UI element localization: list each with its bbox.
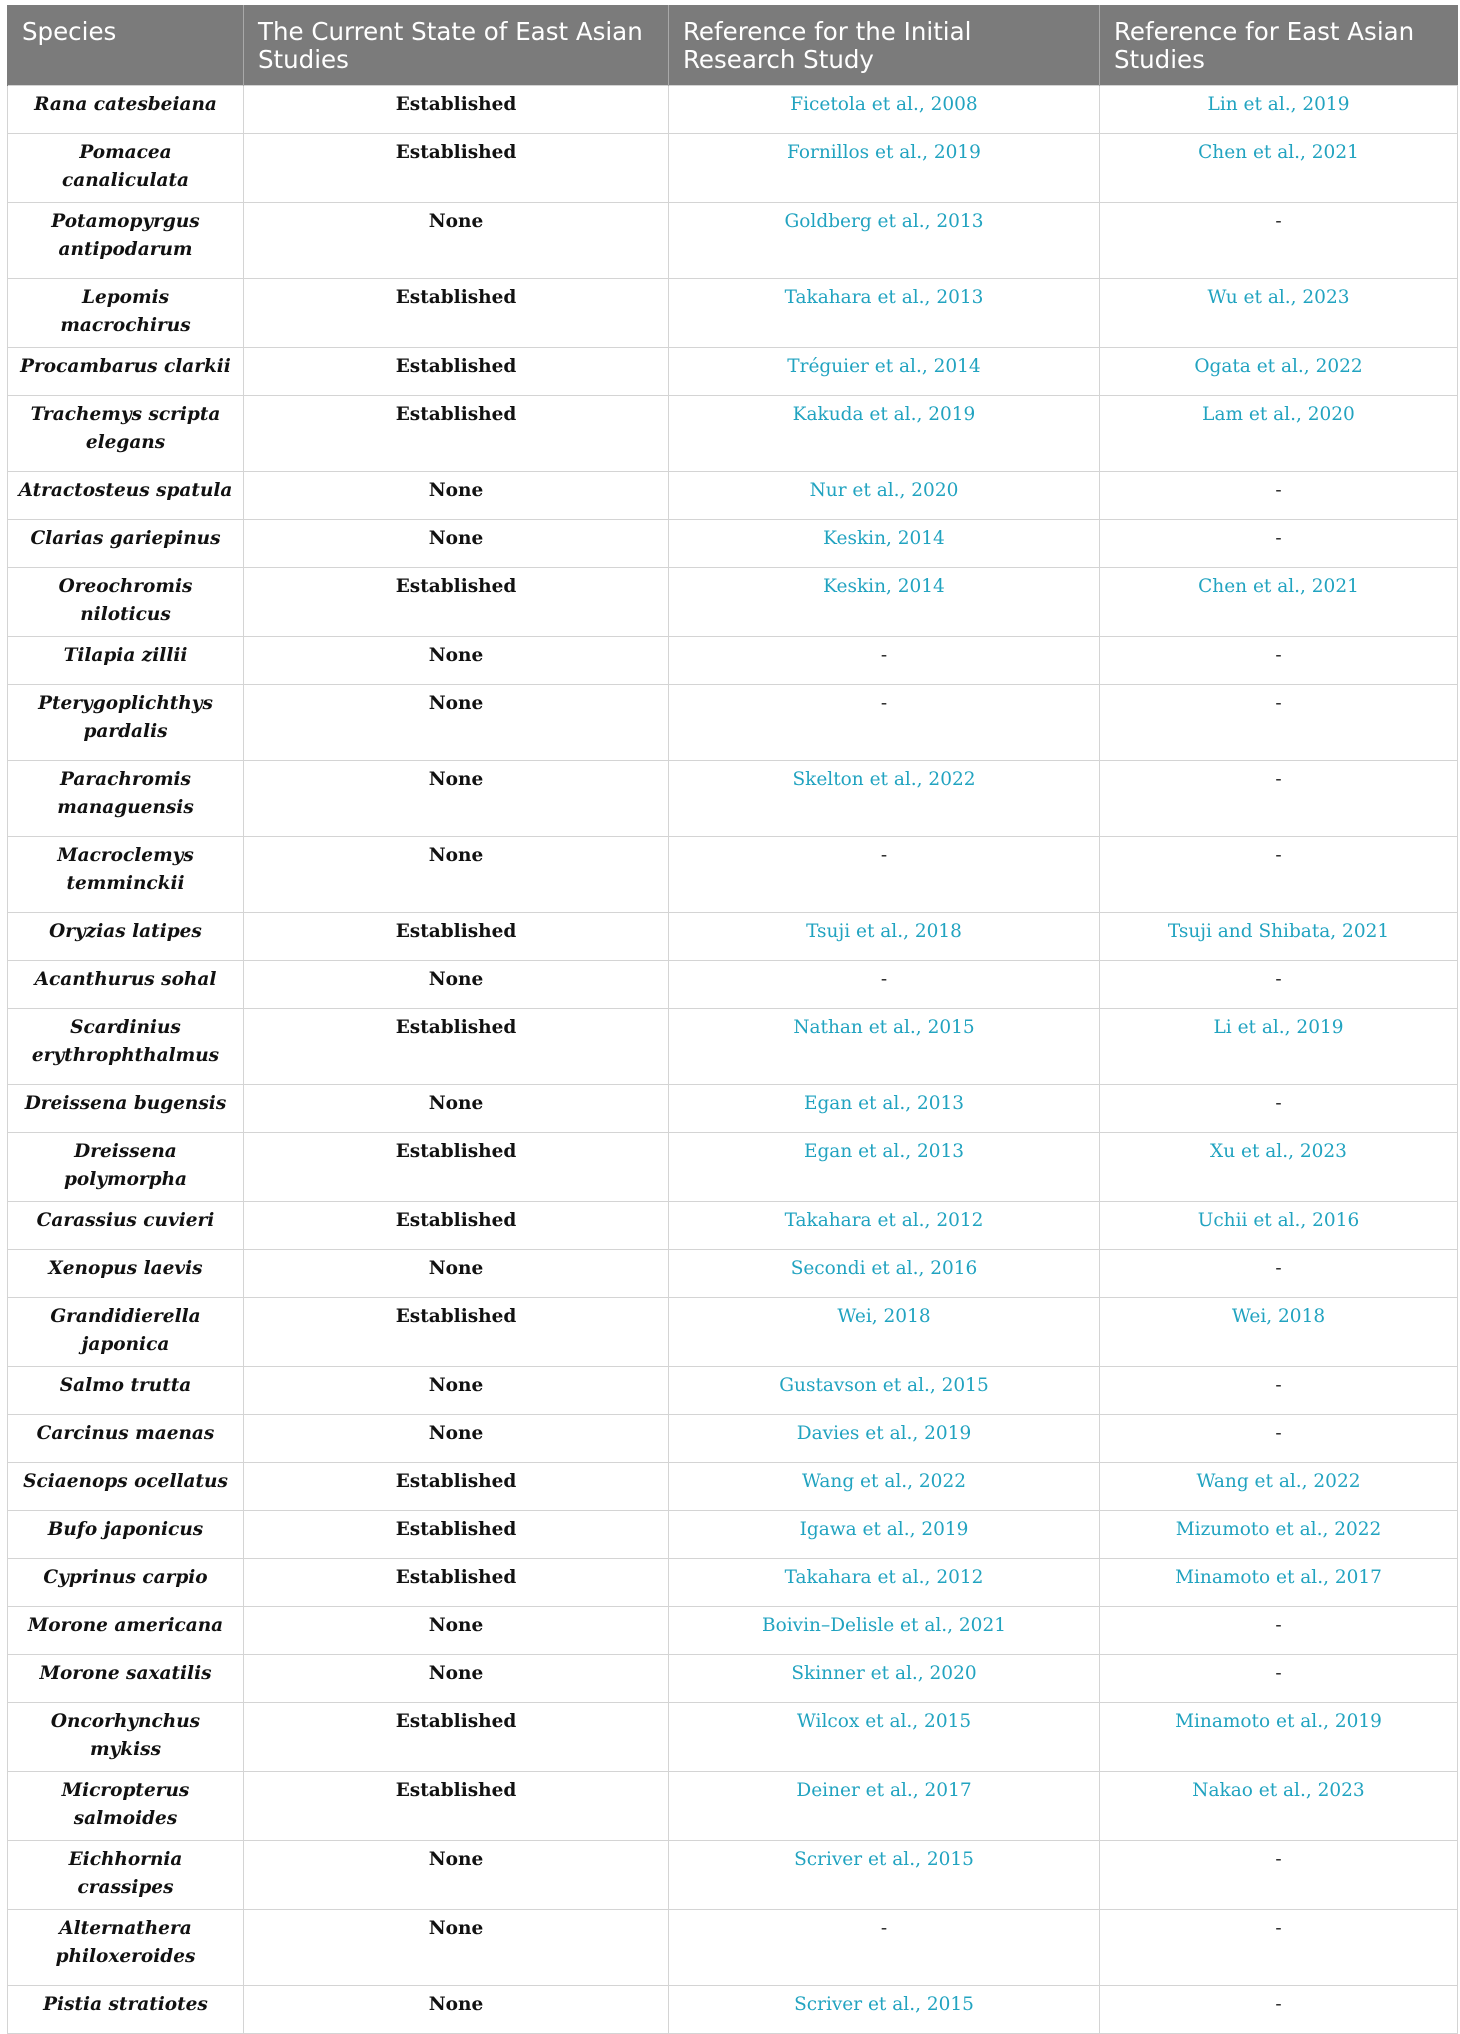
state-cell: None	[244, 472, 669, 520]
state-cell: Established	[244, 1703, 669, 1772]
table-row	[8, 837, 1458, 913]
table-row	[8, 1841, 1458, 1910]
east-asian-reference-cell[interactable]: Wang et al., 2022	[1100, 1463, 1458, 1511]
east-asian-reference-cell[interactable]: Ogata et al., 2022	[1100, 348, 1458, 396]
species-cell: Oncorhynchus mykiss	[8, 1703, 244, 1772]
header-east-asian-reference: Reference for East Asian Studies	[1100, 5, 1458, 86]
initial-reference-cell[interactable]: Tsuji et al., 2018	[669, 913, 1100, 961]
state-cell: None	[244, 1841, 669, 1910]
species-cell: Grandidierella japonica	[8, 1298, 244, 1367]
table-row	[8, 637, 1458, 685]
species-cell: Potamopyrgus antipodarum	[8, 203, 244, 279]
table-row	[8, 568, 1458, 637]
initial-reference-cell: -	[669, 1910, 1100, 1986]
initial-reference-cell[interactable]: Deiner et al., 2017	[669, 1772, 1100, 1841]
table-row	[8, 348, 1458, 396]
initial-reference-cell[interactable]: Takahara et al., 2013	[669, 279, 1100, 348]
initial-reference-cell[interactable]: Davies et al., 2019	[669, 1415, 1100, 1463]
state-cell: None	[244, 1085, 669, 1133]
state-cell: Established	[244, 134, 669, 203]
species-cell: Alternathera philoxeroides	[8, 1910, 244, 1986]
header-row	[8, 5, 1458, 86]
table-row	[8, 472, 1458, 520]
east-asian-reference-cell: -	[1100, 637, 1458, 685]
initial-reference-cell: -	[669, 685, 1100, 761]
table-row	[8, 1367, 1458, 1415]
initial-reference-cell[interactable]: Igawa et al., 2019	[669, 1511, 1100, 1559]
species-cell: Atractosteus spatula	[8, 472, 244, 520]
state-cell: Established	[244, 1463, 669, 1511]
species-cell: Acanthurus sohal	[8, 961, 244, 1009]
initial-reference-cell[interactable]: Nathan et al., 2015	[669, 1009, 1100, 1085]
east-asian-reference-cell[interactable]: Tsuji and Shibata, 2021	[1100, 913, 1458, 961]
state-cell: Established	[244, 1009, 669, 1085]
table-row	[8, 913, 1458, 961]
state-cell: Established	[244, 568, 669, 637]
table-row	[8, 86, 1458, 134]
initial-reference-cell[interactable]: Ficetola et al., 2008	[669, 86, 1100, 134]
initial-reference-cell[interactable]: Takahara et al., 2012	[669, 1559, 1100, 1607]
state-cell: Established	[244, 1772, 669, 1841]
species-cell: Pterygoplichthys pardalis	[8, 685, 244, 761]
state-cell: Established	[244, 1559, 669, 1607]
east-asian-reference-cell[interactable]: Chen et al., 2021	[1100, 134, 1458, 203]
species-cell: Tilapia zillii	[8, 637, 244, 685]
initial-reference-cell[interactable]: Tréguier et al., 2014	[669, 348, 1100, 396]
table-row	[8, 1133, 1458, 1202]
header-species: Species	[8, 5, 244, 86]
table-row	[8, 520, 1458, 568]
state-cell: None	[244, 685, 669, 761]
east-asian-reference-cell[interactable]: Minamoto et al., 2019	[1100, 1703, 1458, 1772]
east-asian-reference-cell[interactable]: Li et al., 2019	[1100, 1009, 1458, 1085]
east-asian-reference-cell: -	[1100, 1085, 1458, 1133]
east-asian-reference-cell[interactable]: Nakao et al., 2023	[1100, 1772, 1458, 1841]
initial-reference-cell[interactable]: Wilcox et al., 2015	[669, 1703, 1100, 1772]
east-asian-reference-cell[interactable]: Lam et al., 2020	[1100, 396, 1458, 472]
state-cell: None	[244, 961, 669, 1009]
state-cell: Established	[244, 1202, 669, 1250]
initial-reference-cell: -	[669, 637, 1100, 685]
initial-reference-cell[interactable]: Gustavson et al., 2015	[669, 1367, 1100, 1415]
state-cell: None	[244, 1415, 669, 1463]
species-table	[7, 5, 1458, 2034]
table-row	[8, 1703, 1458, 1772]
species-cell: Micropterus salmoides	[8, 1772, 244, 1841]
state-cell: Established	[244, 1511, 669, 1559]
species-cell: Rana catesbeiana	[8, 86, 244, 134]
east-asian-reference-cell[interactable]: Wei, 2018	[1100, 1298, 1458, 1367]
east-asian-reference-cell: -	[1100, 1250, 1458, 1298]
table-row	[8, 396, 1458, 472]
table-row	[8, 1009, 1458, 1085]
east-asian-reference-cell: -	[1100, 1607, 1458, 1655]
east-asian-reference-cell[interactable]: Chen et al., 2021	[1100, 568, 1458, 637]
state-cell: None	[244, 1250, 669, 1298]
table-row	[8, 1463, 1458, 1511]
state-cell: None	[244, 520, 669, 568]
east-asian-reference-cell: -	[1100, 837, 1458, 913]
table-row	[8, 1298, 1458, 1367]
east-asian-reference-cell: -	[1100, 1986, 1458, 2034]
table-row	[8, 1910, 1458, 1986]
species-cell: Sciaenops ocellatus	[8, 1463, 244, 1511]
species-cell: Dreissena bugensis	[8, 1085, 244, 1133]
initial-reference-cell[interactable]: Egan et al., 2013	[669, 1085, 1100, 1133]
table-row	[8, 1085, 1458, 1133]
species-cell: Xenopus laevis	[8, 1250, 244, 1298]
species-cell: Cyprinus carpio	[8, 1559, 244, 1607]
east-asian-reference-cell[interactable]: Xu et al., 2023	[1100, 1133, 1458, 1202]
table-row	[8, 1986, 1458, 2034]
state-cell: None	[244, 637, 669, 685]
table-body	[8, 86, 1458, 2034]
east-asian-reference-cell: -	[1100, 472, 1458, 520]
initial-reference-cell[interactable]: Scriver et al., 2015	[669, 1986, 1100, 2034]
state-cell: None	[244, 761, 669, 837]
table-row	[8, 685, 1458, 761]
table-row	[8, 961, 1458, 1009]
initial-reference-cell[interactable]: Boivin–Delisle et al., 2021	[669, 1607, 1100, 1655]
species-cell: Lepomis macrochirus	[8, 279, 244, 348]
east-asian-reference-cell: -	[1100, 761, 1458, 837]
table-row	[8, 1559, 1458, 1607]
species-cell: Dreissena polymorpha	[8, 1133, 244, 1202]
header-initial-reference: Reference for the Initial Research Study	[669, 5, 1100, 86]
state-cell: Established	[244, 348, 669, 396]
state-cell: Established	[244, 913, 669, 961]
east-asian-reference-cell: -	[1100, 1415, 1458, 1463]
state-cell: None	[244, 1655, 669, 1703]
initial-reference-cell[interactable]: Nur et al., 2020	[669, 472, 1100, 520]
east-asian-reference-cell: -	[1100, 1910, 1458, 1986]
initial-reference-cell[interactable]: Egan et al., 2013	[669, 1133, 1100, 1202]
initial-reference-cell[interactable]: Wei, 2018	[669, 1298, 1100, 1367]
east-asian-reference-cell: -	[1100, 1367, 1458, 1415]
initial-reference-cell[interactable]: Goldberg et al., 2013	[669, 203, 1100, 279]
species-cell: Oryzias latipes	[8, 913, 244, 961]
state-cell: None	[244, 203, 669, 279]
state-cell: Established	[244, 279, 669, 348]
species-cell: Macroclemys temminckii	[8, 837, 244, 913]
species-cell: Scardinius erythrophthalmus	[8, 1009, 244, 1085]
table-row	[8, 1772, 1458, 1841]
species-cell: Pistia stratiotes	[8, 1986, 244, 2034]
table-row	[8, 1250, 1458, 1298]
table-row	[8, 203, 1458, 279]
east-asian-reference-cell[interactable]: Lin et al., 2019	[1100, 86, 1458, 134]
state-cell: Established	[244, 1298, 669, 1367]
initial-reference-cell[interactable]: Keskin, 2014	[669, 520, 1100, 568]
table-row	[8, 279, 1458, 348]
species-cell: Clarias gariepinus	[8, 520, 244, 568]
east-asian-reference-cell: -	[1100, 961, 1458, 1009]
table-row	[8, 1202, 1458, 1250]
initial-reference-cell[interactable]: Takahara et al., 2012	[669, 1202, 1100, 1250]
initial-reference-cell[interactable]: Keskin, 2014	[669, 568, 1100, 637]
east-asian-reference-cell: -	[1100, 520, 1458, 568]
state-cell: Established	[244, 86, 669, 134]
table-row	[8, 1511, 1458, 1559]
species-cell: Morone saxatilis	[8, 1655, 244, 1703]
initial-reference-cell[interactable]: Secondi et al., 2016	[669, 1250, 1100, 1298]
state-cell: Established	[244, 1133, 669, 1202]
east-asian-reference-cell: -	[1100, 203, 1458, 279]
east-asian-reference-cell[interactable]: Wu et al., 2023	[1100, 279, 1458, 348]
species-cell: Salmo trutta	[8, 1367, 244, 1415]
initial-reference-cell[interactable]: Skinner et al., 2020	[669, 1655, 1100, 1703]
species-cell: Procambarus clarkii	[8, 348, 244, 396]
table-row	[8, 761, 1458, 837]
state-cell: Established	[244, 396, 669, 472]
header-current-state: The Current State of East Asian Studies	[244, 5, 669, 86]
east-asian-reference-cell: -	[1100, 1655, 1458, 1703]
east-asian-reference-cell[interactable]: Mizumoto et al., 2022	[1100, 1511, 1458, 1559]
initial-reference-cell: -	[669, 837, 1100, 913]
east-asian-reference-cell: -	[1100, 1841, 1458, 1910]
state-cell: None	[244, 1607, 669, 1655]
initial-reference-cell[interactable]: Fornillos et al., 2019	[669, 134, 1100, 203]
table-header	[8, 5, 1458, 86]
state-cell: None	[244, 837, 669, 913]
species-cell: Bufo japonicus	[8, 1511, 244, 1559]
state-cell: None	[244, 1986, 669, 2034]
initial-reference-cell[interactable]: Wang et al., 2022	[669, 1463, 1100, 1511]
initial-reference-cell[interactable]: Skelton et al., 2022	[669, 761, 1100, 837]
initial-reference-cell[interactable]: Scriver et al., 2015	[669, 1841, 1100, 1910]
species-cell: Carcinus maenas	[8, 1415, 244, 1463]
east-asian-reference-cell[interactable]: Minamoto et al., 2017	[1100, 1559, 1458, 1607]
species-cell: Trachemys scripta elegans	[8, 396, 244, 472]
species-cell: Morone americana	[8, 1607, 244, 1655]
species-cell: Oreochromis niloticus	[8, 568, 244, 637]
species-cell: Pomacea canaliculata	[8, 134, 244, 203]
initial-reference-cell: -	[669, 961, 1100, 1009]
east-asian-reference-cell[interactable]: Uchii et al., 2016	[1100, 1202, 1458, 1250]
state-cell: None	[244, 1367, 669, 1415]
document-page	[7, 5, 1457, 2034]
table-row	[8, 134, 1458, 203]
table-row	[8, 1607, 1458, 1655]
species-cell: Eichhornia crassipes	[8, 1841, 244, 1910]
table-row	[8, 1655, 1458, 1703]
state-cell: None	[244, 1910, 669, 1986]
east-asian-reference-cell: -	[1100, 685, 1458, 761]
table-row	[8, 1415, 1458, 1463]
initial-reference-cell[interactable]: Kakuda et al., 2019	[669, 396, 1100, 472]
species-cell: Parachromis managuensis	[8, 761, 244, 837]
species-cell: Carassius cuvieri	[8, 1202, 244, 1250]
